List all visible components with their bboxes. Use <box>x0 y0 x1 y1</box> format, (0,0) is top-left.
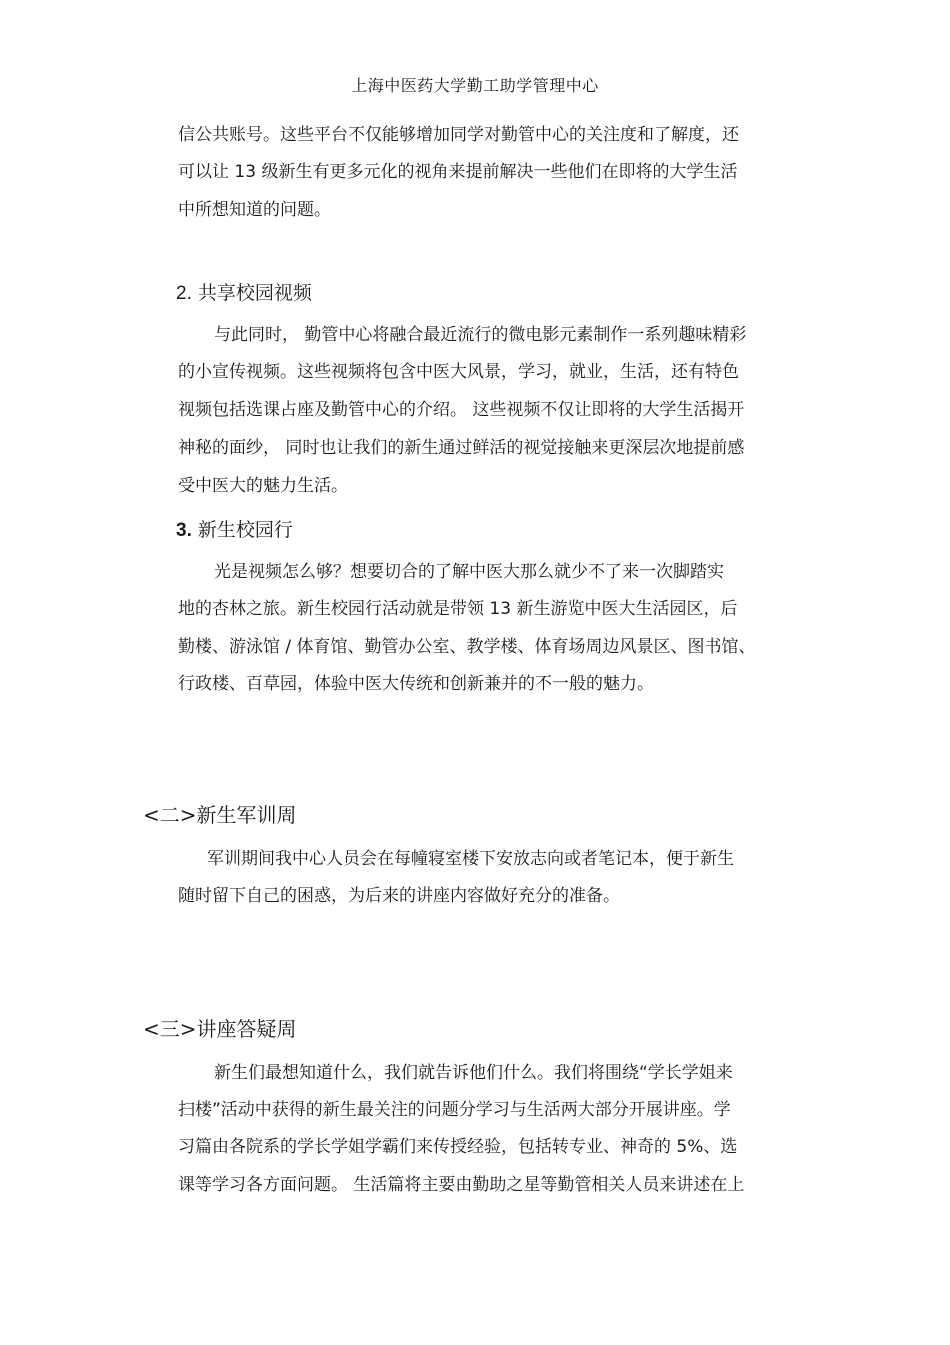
paragraph-line: 地的杏林之旅。新生校园行活动就是带领 13 新生游览中医大生活园区，后 <box>178 599 738 619</box>
paragraph-line: 神秘的面纱， 同时也让我们的新生通过鲜活的视觉接触来更深层次地提前感 <box>178 438 745 458</box>
section-number: 2. <box>176 283 192 304</box>
section-heading-2 <box>176 280 312 307</box>
paragraph-line: 课等学习各方面问题。 生活篇将主要由勤助之星等勤管相关人员来讲述在上 <box>178 1175 745 1195</box>
paragraph-line: 受中医大的魅力生活。 <box>178 476 348 496</box>
part-heading-2: <二>新生军训周 <box>143 803 297 827</box>
paragraph-line: 行政楼、百草园，体验中医大传统和创新兼并的不一般的魅力。 <box>178 674 654 694</box>
paragraph-line: 中所想知道的问题。 <box>178 200 331 220</box>
paragraph-line: 的小宣传视频。这些视频将包含中医大风景，学习，就业，生活，还有特色 <box>178 362 739 382</box>
paragraph-line: 随时留下自己的困惑，为后来的讲座内容做好充分的准备。 <box>178 886 620 906</box>
section-title: 共享校园视频 <box>197 282 312 304</box>
part-heading-3: <三>讲座答疑周 <box>143 1017 297 1041</box>
section-title: 新生校园行 <box>197 519 293 541</box>
paragraph-line: 扫楼”活动中获得的新生最关注的问题分学习与生活两大部分开展讲座。学 <box>178 1100 731 1120</box>
paragraph-line: 光是视频怎么够？想要切合的了解中医大那么就少不了来一次脚踏实 <box>214 562 724 582</box>
paragraph-line: 信公共账号。这些平台不仅能够增加同学对勤管中心的关注度和了解度，还 <box>178 125 739 145</box>
paragraph-line: 新生们最想知道什么，我们就告诉他们什么。我们将围绕“学长学姐来 <box>214 1063 733 1083</box>
paragraph-line: 勤楼、游泳馆 / 体育馆、勤管办公室、教学楼、体育场周边风景区、图书馆、 <box>178 637 756 657</box>
section-heading-3 <box>176 517 293 544</box>
paragraph-line: 视频包括选课占座及勤管中心的介绍。 这些视频不仅让即将的大学生活揭开 <box>178 400 745 420</box>
paragraph-line: 可以让 13 级新生有更多元化的视角来提前解决一些他们在即将的大学生活 <box>178 162 738 182</box>
paragraph-line: 军训期间我中心人员会在每幢寝室楼下安放志向或者笔记本，便于新生 <box>207 849 734 869</box>
paragraph-line: 与此同时， 勤管中心将融合最近流行的微电影元素制作一系列趣味精彩 <box>214 325 747 345</box>
page-header: 上海中医药大学勤工助学管理中心 <box>351 76 599 95</box>
section-number: 3. <box>176 520 192 541</box>
paragraph-line: 习篇由各院系的学长学姐学霸们来传授经验，包括转专业、神奇的 5%、选 <box>178 1137 738 1157</box>
